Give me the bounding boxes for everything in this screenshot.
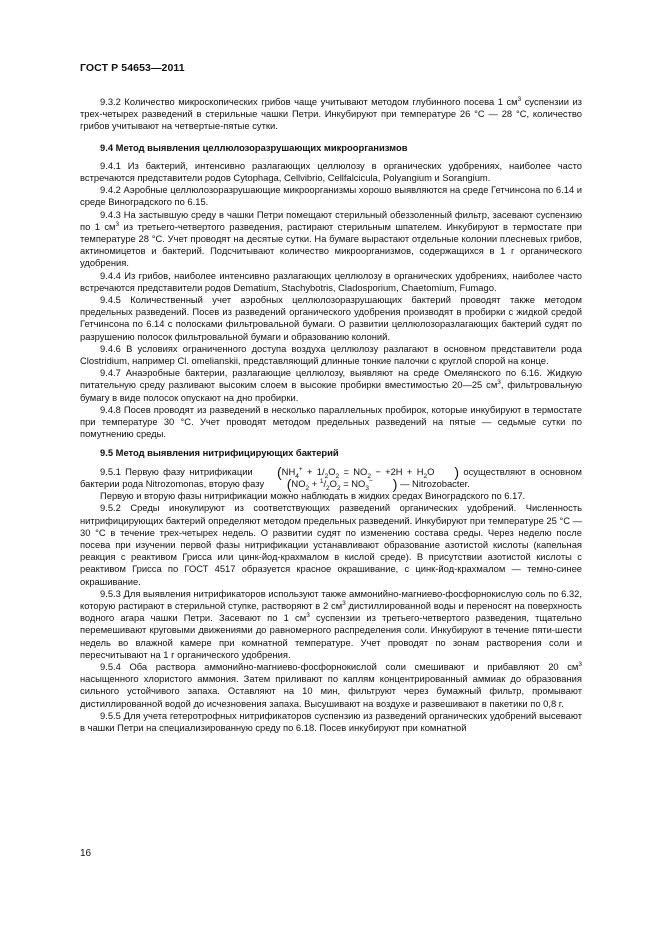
paragraph-9-5-1: 9.5.1 Первую фазу нитрификации ($NH_4^+ + 1/_2O_2 = NO_2 - +2H + H_2O$ ) осуществляют в основном бактерии рода Nitrozomonas, вторую фазу ($NO_2 + ^1/_2O_2 = NO_3^-$ ) — Nitrozobacter. [80,463,582,492]
paragraph-9-5-5: 9.5.5 Для учета гетеротрофных нитрификаторов суспензию из разведений органических удобрений высевают в чашки Петри на специализированную среду по 6.18. Посев инкубируют при комнатной [80,709,582,733]
paragraph-9-4-4: 9.4.4 Из грибов, наиболее интенсивно разлагающих целлюлозу в органических удобрениях, наиболее часто встречаются представители родов Dematium, Stachybotris, Cladosporium, Chaetomium, Fumago. [80,269,582,293]
paragraph-9-4-1: 9.4.1 Из бактерий, интенсивно разлагающих целлюлозу в органических удобрениях, наиболее часто встречаются представители родов Cytophaga, Cellvibrio, Cellfalcicula, Polyangium и Sorangium. [80,159,582,184]
formula-nitrification-phase-1: ($NH_4^+ + 1/_2O_2 = NO_2 - +2H + H_2O$ ) [277,463,460,480]
paragraph-9-3-2: 9.3.2 Количество микроскопических грибов чаще учитывают методом глубинного посева 1 $см^3$ суспензии из трех-четырех разведений в стерильные чашки Петри. Инкубируют при температуре 26 °С — 28 °С, количество грибов учитывают на четвертые-пятые сутки. [80,95,582,132]
paragraph-9-4-3: 9.4.3 На застывшую среду в чашки Петри помещают стерильный обеззоленный фильтр, засевают суспензию по 1 $см^3$ из третьего-четвертого разведения, растирают стерильным шпателем. Инкубируют в термостате при температуре 28 °С. Учет проводят на десятые сутки. На бумаге вырастают отдельные колонии плесневых грибов, актиномицетов и бактерий. Подсчитывают количество микроорганизмов, содержащихся в 1 г органического удобрения. [80,208,582,269]
paragraph-9-5-3: 9.5.3 Для выявления нитрификаторов используют также аммонийно-магниево-фосфорнокислую соль по 6.32, которую растирают в стерильной ступке, растворяют в 2 $см^3$ дистиллированной воды и переносят на поверхность водного агара чашки Петри. Засевают по 1 $см^3$ суспензии из третьего-четвертого разведения, тщательно перемешивают круговыми движениями до равномерного распределения соли. Инкубируют в течение пяти-шести недель во влажной камере при комнатной температуре. Учет проводят по зонам растворения соли и пересчитывают на 1 г органического удобрения. [80,587,583,660]
document-code: ГОСТ Р 54653—2011 [80,62,185,74]
paragraph-9-4-6: 9.4.6 В условиях ограниченного доступа воздуха целлюлозу разлагают в основном представители рода Clostridium, например Cl. omelianskii, представляющий длинные тонкие палочки с круглой спорой на конце. [80,342,582,367]
page-number: 16 [80,848,92,859]
document-body [80,96,582,734]
paragraph-9-5-2: 9.5.2 Среды инокулируют из соответствующих разведений органических удобрений. Численность нитрифицирующих бактерий определяют методом предельных разведений. Инкубируют при температуре 25 °С — 30 °С в течение трех-четырех недель. О развитии судят по изменению состава среды. Через неделю после посева при изучении первой фазы нитрификации устанавливают образование азотистой кислоты (капельная реакция с реактивом Грисса или цинк-йод-крахмалом в кислой среде). В присутствии азотистой кислоты с реактивом Грисса по ГОСТ 4517 образуется красное окрашивание, с цинк-йод-крахмалом — темно-синее окрашивание. [80,502,582,587]
paragraph-9-5-1-second: Первую и вторую фазы нитрификации можно наблюдать в жидких средах Виноградского по 6.17. [100,490,526,502]
paragraph-9-4-5: 9.4.5 Количественный учет аэробных целлюлозоразрушающих бактерий проводят также методом предельных разведений. Посев из разведений органического удобрения производят в пробирки с жидкой средой Гетчинсона по 6.14 с полосками фильтровальной бумаги. О развитии целлюлозоразлагающих бактерий судят по разрушению полосок фильтровальной бумаги и образованию колоний. [80,294,582,342]
section-heading-9-4: 9.4 Метод выявления целлюлозоразрушающих микроорганизмов [100,141,408,153]
paragraph-9-4-7: 9.4.7 Анаэробные бактерии, разлагающие целлюлозу, выявляют на среде Омелянского по 6.16. Жидкую питательную среду разливают высоким слоем в высокие пробирки вместимостью 20—25 $см^3$, фильтровальную бумагу в виде полосок опускают на дно пробирки. [80,367,582,403]
paragraph-9-4-8: 9.4.8 Посев проводят из разведений в несколько параллельных пробирок, которые инкубируют в термостате при температуре 30 °С. Учет проводят методом предельных разведений на пятые — седьмые сутки по помутнению среды. [80,403,582,440]
paragraph-9-5-4: 9.5.4 Оба раствора аммонийно-магниево-фосфорнокислой соли смешивают и прибавляют 20 $см^3$ насыщенного хлористого аммония. Затем приливают по каплям концентрированный аммиак до образования сильного устойчивого запаха. Оставляют на 10 мин, фильтруют через бумажный фильтр, промывают дистиллированной водой до исчезновения запаха. Высушивают на воздухе и развешивают в пакетики по 0,8 г. [80,660,582,709]
formula-nitrification-phase-2: ($NO_2 + ^1/_2O_2 = NO_3^-$ ) [286,475,398,492]
paragraph-9-4-2: 9.4.2 Аэробные целлюлозоразрушающие микроорганизмы хорошо выявляются на среде Гетчинсона по 6.14 и среде Виноградского по 6.15. [80,184,582,208]
section-heading-9-5: 9.5 Метод выявления нитрифицирующих бактерий [100,447,339,459]
